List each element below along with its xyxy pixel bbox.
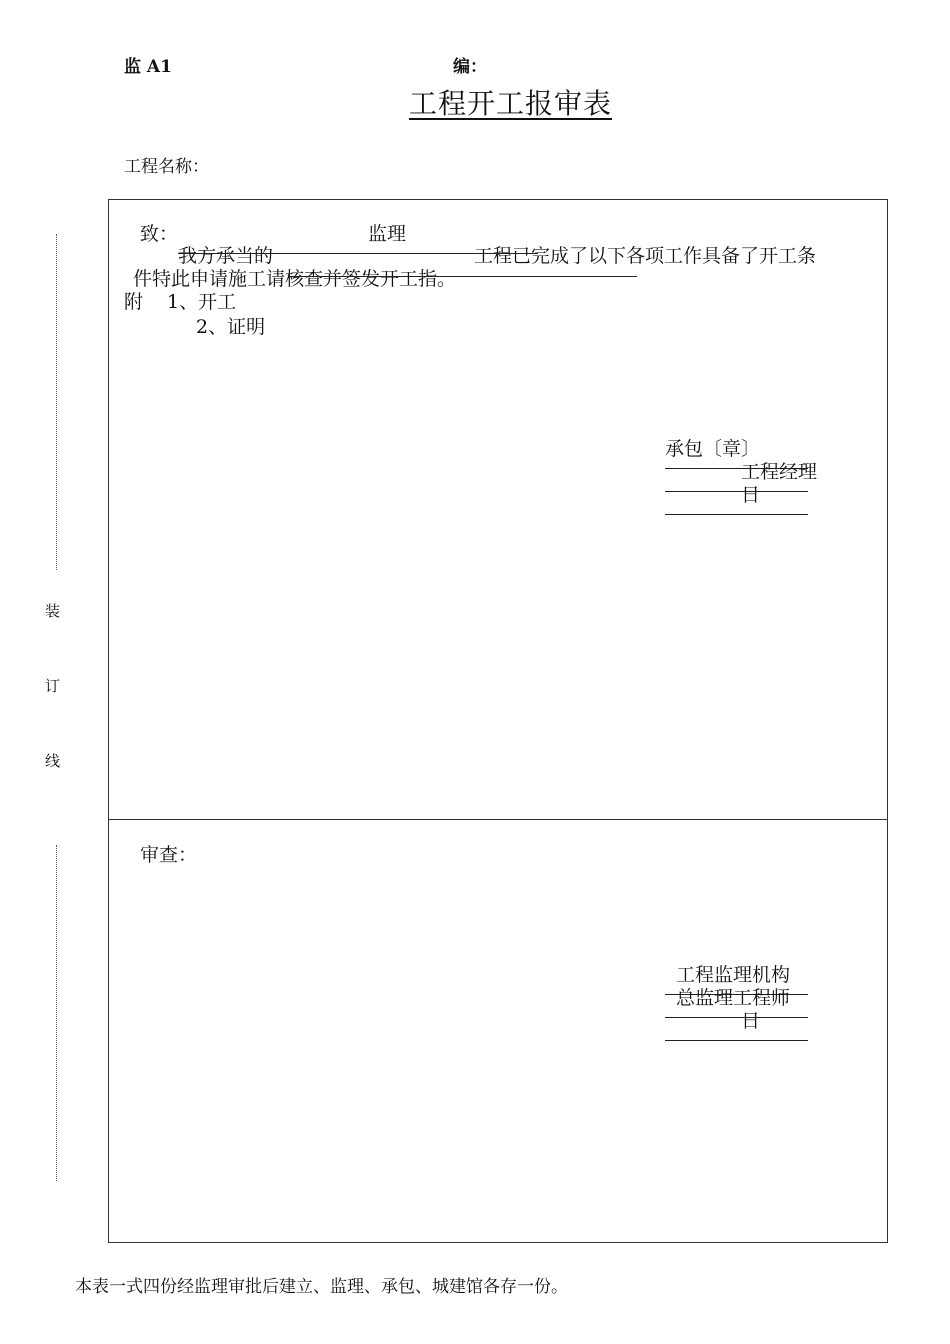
section-divider xyxy=(108,819,887,820)
page-title: 工程开工报审表 xyxy=(409,87,613,120)
attachments-label: 附 xyxy=(124,291,144,313)
to-label: 致： xyxy=(140,223,179,245)
blank-line-project xyxy=(178,253,538,254)
statement-line-2: 件特此申请施工请核查并签发开工指。 xyxy=(133,268,457,290)
signature-line-date xyxy=(665,514,808,515)
supervisor-label: 监理 xyxy=(368,223,407,245)
statement-line-1-end: 工程已完成了以下各项工作具备了开工条 xyxy=(474,245,817,267)
statement-line-1-start: 我方承当的 xyxy=(178,245,274,267)
attachment-item-2: 2、证明 xyxy=(196,316,266,338)
form-code: 监 A1 xyxy=(124,57,172,77)
signature-line-manager xyxy=(665,491,808,492)
review-date-label: 日 xyxy=(741,1010,761,1032)
project-manager-label: 工程经理 xyxy=(741,461,818,483)
binding-dotted-line-top xyxy=(56,234,57,570)
binding-char-2: 订 xyxy=(45,677,61,695)
blank-line-instruction xyxy=(290,276,637,277)
footer-note: 本表一式四份经监理审批后建立、监理、承包、城建馆各存一份。 xyxy=(75,1277,568,1297)
signature-line-chief xyxy=(665,1017,808,1018)
project-name-label: 工程名称： xyxy=(124,157,209,177)
binding-char-1: 装 xyxy=(45,602,61,620)
application-date-label: 日 xyxy=(741,484,761,506)
binding-char-3: 线 xyxy=(45,752,61,770)
form-frame xyxy=(108,199,888,1243)
review-label: 审查： xyxy=(140,844,198,866)
binding-dotted-line-bottom xyxy=(56,845,57,1181)
serial-number-label: 编： xyxy=(453,57,487,77)
supervision-org-label: 工程监理机构 xyxy=(676,964,791,986)
contractor-seal-label: 承包〔章〕 xyxy=(665,438,761,460)
chief-engineer-label: 总监理工程师 xyxy=(676,987,791,1009)
attachment-item-1: 1、开工 xyxy=(167,291,237,313)
signature-line-review-date xyxy=(665,1040,808,1041)
